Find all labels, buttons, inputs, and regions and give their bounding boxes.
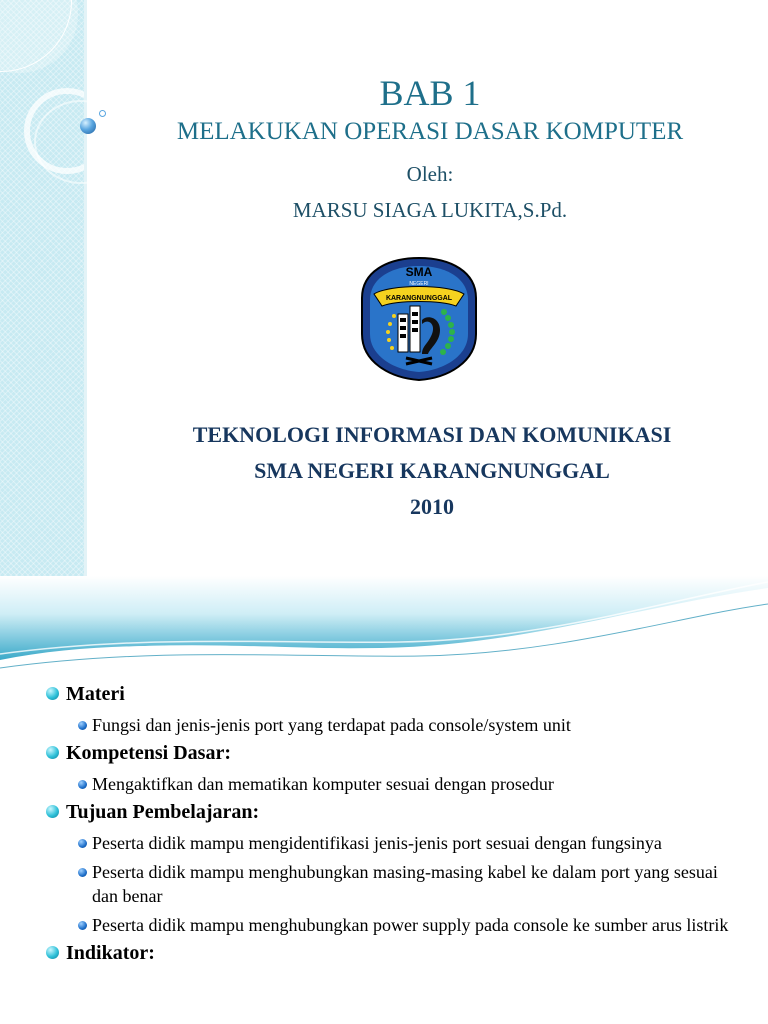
list-item: Peserta didik mampu mengidentifikasi jenis-jenis port sesuai dengan fungsinya xyxy=(46,831,746,855)
logo-text-negeri: NEGERI xyxy=(409,281,429,287)
by-label: Oleh: xyxy=(406,162,454,186)
author-name: MARSU SIAGA LUKITA,S.Pd. xyxy=(292,198,568,222)
bullet-icon xyxy=(78,839,87,848)
list-item: Peserta didik mampu menghubungkan masing-masing kabel ke dalam port yang sesuai dan benar xyxy=(46,860,746,908)
bullet-icon xyxy=(78,868,87,877)
bullet-icon xyxy=(78,780,87,789)
list-item: Mengaktifkan dan mematikan komputer sesuai dengan prosedur xyxy=(46,772,746,796)
decorative-arc xyxy=(0,0,72,72)
section-heading: Materi xyxy=(46,680,746,708)
bullet-icon xyxy=(78,721,87,730)
school-logo xyxy=(356,254,482,384)
bullet-icon xyxy=(46,946,59,959)
slide-title: BAB 1 xyxy=(379,73,481,113)
bullet-icon xyxy=(46,687,59,700)
logo-text-sma: SMA xyxy=(405,265,433,279)
bullet-list xyxy=(46,678,746,967)
list-item: Fungsi dan jenis-jenis port yang terdapat pada console/system unit xyxy=(46,713,746,737)
section-heading: Indikator: xyxy=(46,939,746,967)
bullet-icon xyxy=(46,805,59,818)
bullet-icon xyxy=(46,746,59,759)
bullet-icon xyxy=(78,921,87,930)
content-slide xyxy=(0,576,768,1024)
year: 2010 xyxy=(410,494,454,519)
school-name: SMA NEGERI KARANGNUNGGAL xyxy=(254,458,610,483)
slide-subtitle: MELAKUKAN OPERASI DASAR KOMPUTER xyxy=(176,118,684,145)
wave-header xyxy=(0,576,768,676)
logo-text-school: KARANGNUNGGAL xyxy=(385,295,453,302)
section-heading: Kompetensi Dasar: xyxy=(46,739,746,767)
subject-name: TEKNOLOGI INFORMASI DAN KOMUNIKASI xyxy=(192,422,672,447)
list-item: Peserta didik mampu menghubungkan power supply pada console ke sumber arus listrik xyxy=(46,913,746,937)
section-heading: Tujuan Pembelajaran: xyxy=(46,798,746,826)
